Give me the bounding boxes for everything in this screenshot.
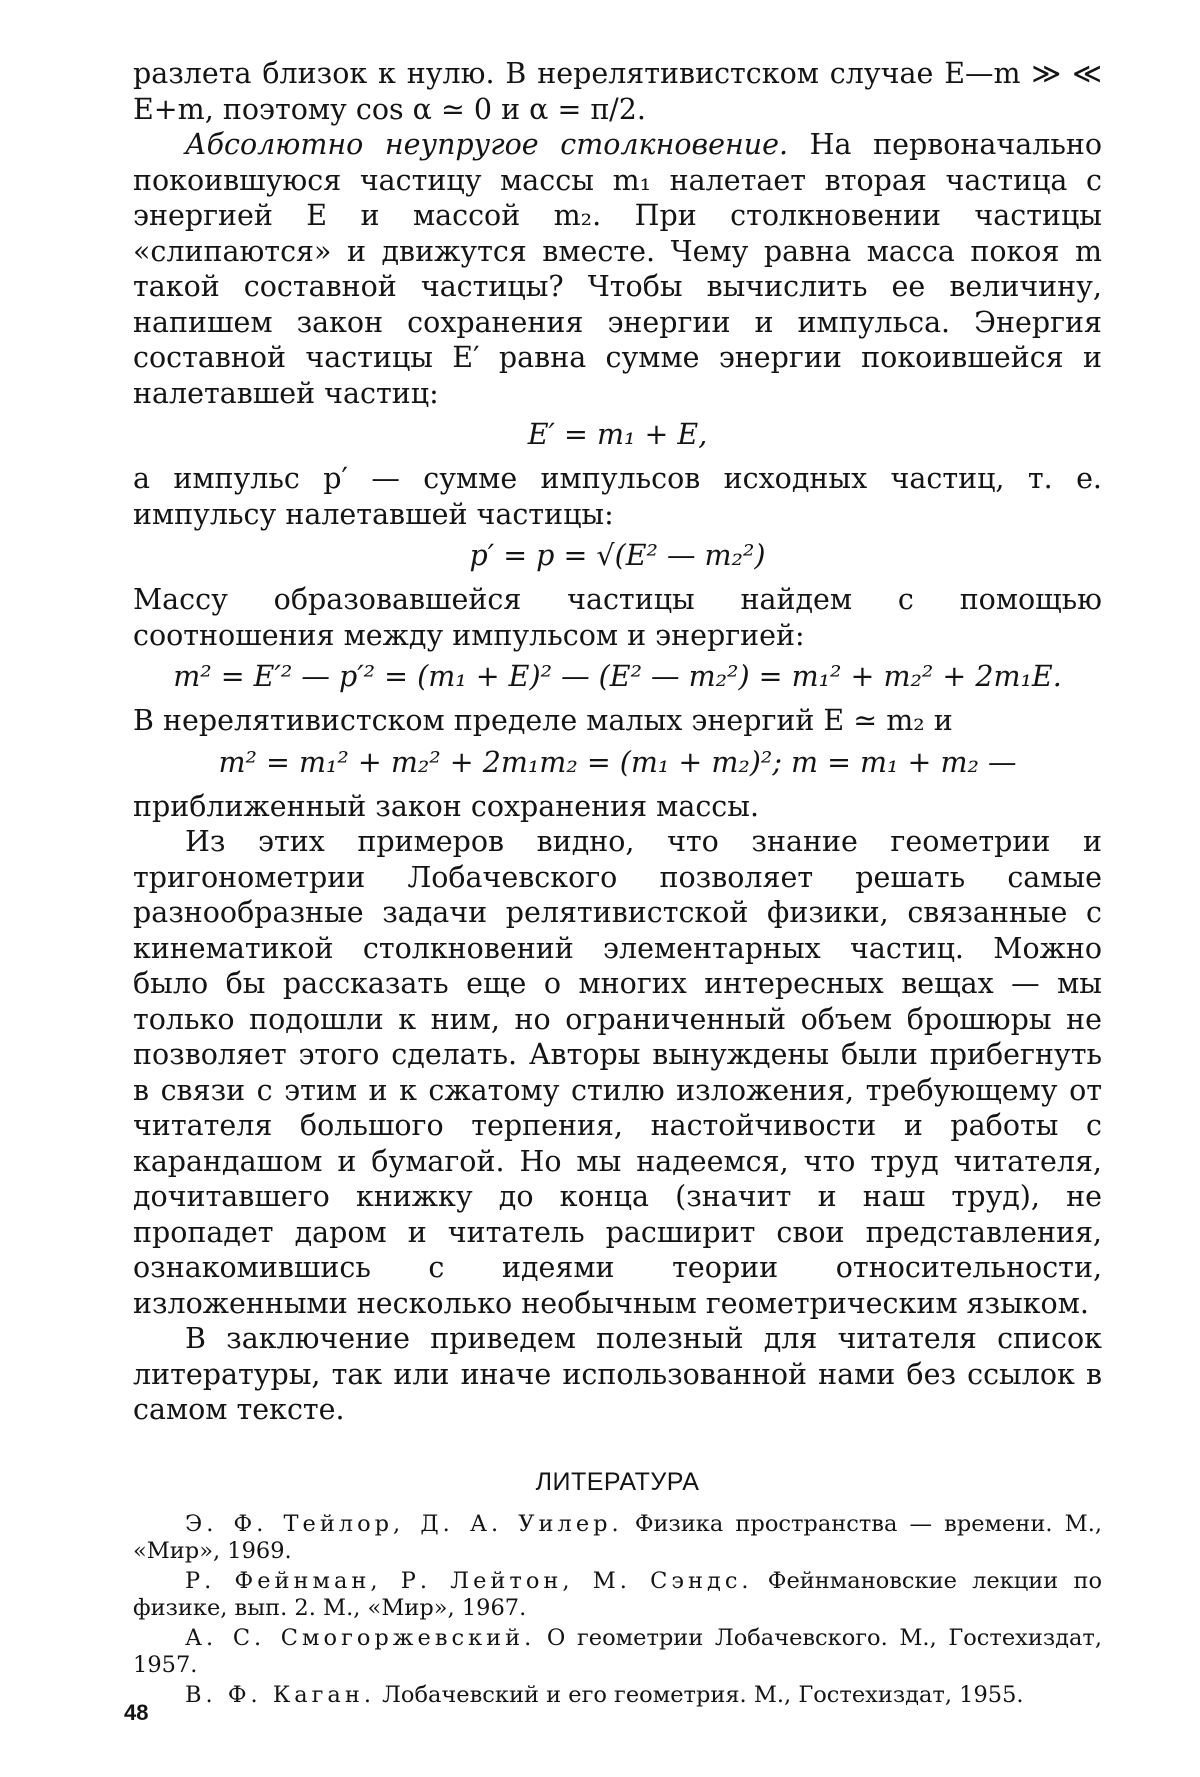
- reference-details: Фейнмановские лекции по физике, вып. 2. М., «Мир», 1967.: [133, 1567, 1103, 1621]
- inelastic-paragraph: [133, 127, 1102, 411]
- reference-authors: Э. Ф. Тейлор, Д. А. Уилер.: [185, 1510, 623, 1537]
- reference-item: [133, 1511, 1102, 1565]
- nonrel-paragraph: В нерелятивистском пределе малых энергий E ≃ m₂ и: [133, 704, 953, 737]
- conclusion-paragraph-1: Из этих примеров видно, что знание геометрии и тригонометрии Лобачевского позволяет решать самые разнообразные задачи релятивистской физики, связанные с кинематикой столкновений элементарных частиц. Можно было бы рассказать еще о многих интересных вещах — мы только подошли к ним, но ограниченный объем брошюры не позволяет этого сделать. Авторы вынуждены были прибегнуть в связи с этим и к сжатому стилю изложения, требующему от читателя большого терпения, настойчивости и работы с карандашом и бумагой. Но мы надеемся, что труд читателя, дочитавшего книжку до конца (значит и наш труд), не пропадет даром и читатель расширит свои представления, ознакомившись с идеями теории относительности, изложенными несколько необычным геометрическим языком.: [133, 825, 1102, 1320]
- reference-authors: В. Ф. Каган.: [185, 1681, 375, 1708]
- formula-energy: E′ = m₁ + E,: [527, 418, 708, 451]
- reference-item: [133, 1625, 1102, 1679]
- reference-authors: А. С. Смогоржевский.: [185, 1624, 536, 1651]
- reference-authors: Р. Фейнман, Р. Лейтон, М. Сэндс.: [185, 1567, 753, 1594]
- page-number: 48: [124, 1700, 149, 1725]
- bibliography-list: [133, 1511, 1102, 1709]
- intro-paragraph: [133, 56, 1102, 127]
- approx-paragraph: приближенный закон сохранения массы.: [133, 789, 760, 823]
- reference-details: Лобачевский и его геометрия. М., Гостехиздат, 1955.: [375, 1681, 1024, 1708]
- formula-nonrel: m² = m₁² + m₂² + 2m₁m₂ = (m₁ + m₂)²; m = m₁ + m₂ —: [218, 745, 1017, 779]
- formula-momentum: p′ = p = √(E² — m₂²): [469, 539, 766, 572]
- reference-details: О геометрии Лобачевского. М., Гостехиздат, 1957.: [133, 1624, 1102, 1678]
- momentum-paragraph: а импульс p′ — сумме импульсов исходных частиц, т. е. импульсу налетавшей частицы:: [133, 462, 1102, 531]
- conclusion-paragraph-2: В заключение приведем полезный для читателя список литературы, так или иначе использованной нами без ссылок в самом тексте.: [133, 1322, 1102, 1426]
- formula-mass: m² = E′² — p′² = (m₁ + E)² — (E² — m₂²) = m₁² + m₂² + 2m₁E.: [173, 660, 1062, 693]
- bibliography-heading: ЛИТЕРАТУРА: [535, 1467, 700, 1496]
- intro-text: разлета близок к нулю. В нерелятивистском случае E—m ≫ ≪ E+m, поэтому cos α ≃ 0 и α = π/2.: [133, 57, 1102, 126]
- inelastic-text: На первоначально покоившуюся частицу массы m₁ налетает вторая частица с энергией E и массой m₂. При столкновении частицы «слипаются» и движутся вместе. Чему равна масса покоя m такой составной частицы? Чтобы вычислить ее величину, напишем закон сохранения энергии и импульса. Энергия составной частицы E′ равна сумме энергии покоившейся и налетавшей частиц:: [133, 128, 1103, 410]
- mass-paragraph: Массу образовавшейся частицы найдем с помощью соотношения между импульсом и энергией:: [133, 583, 1102, 652]
- inelastic-lead: Абсолютно неупругое столкновение.: [185, 128, 789, 161]
- reference-details: Физика пространства — времени. М., «Мир», 1969.: [133, 1510, 1103, 1564]
- reference-item: [133, 1568, 1102, 1622]
- reference-item: [133, 1682, 1102, 1709]
